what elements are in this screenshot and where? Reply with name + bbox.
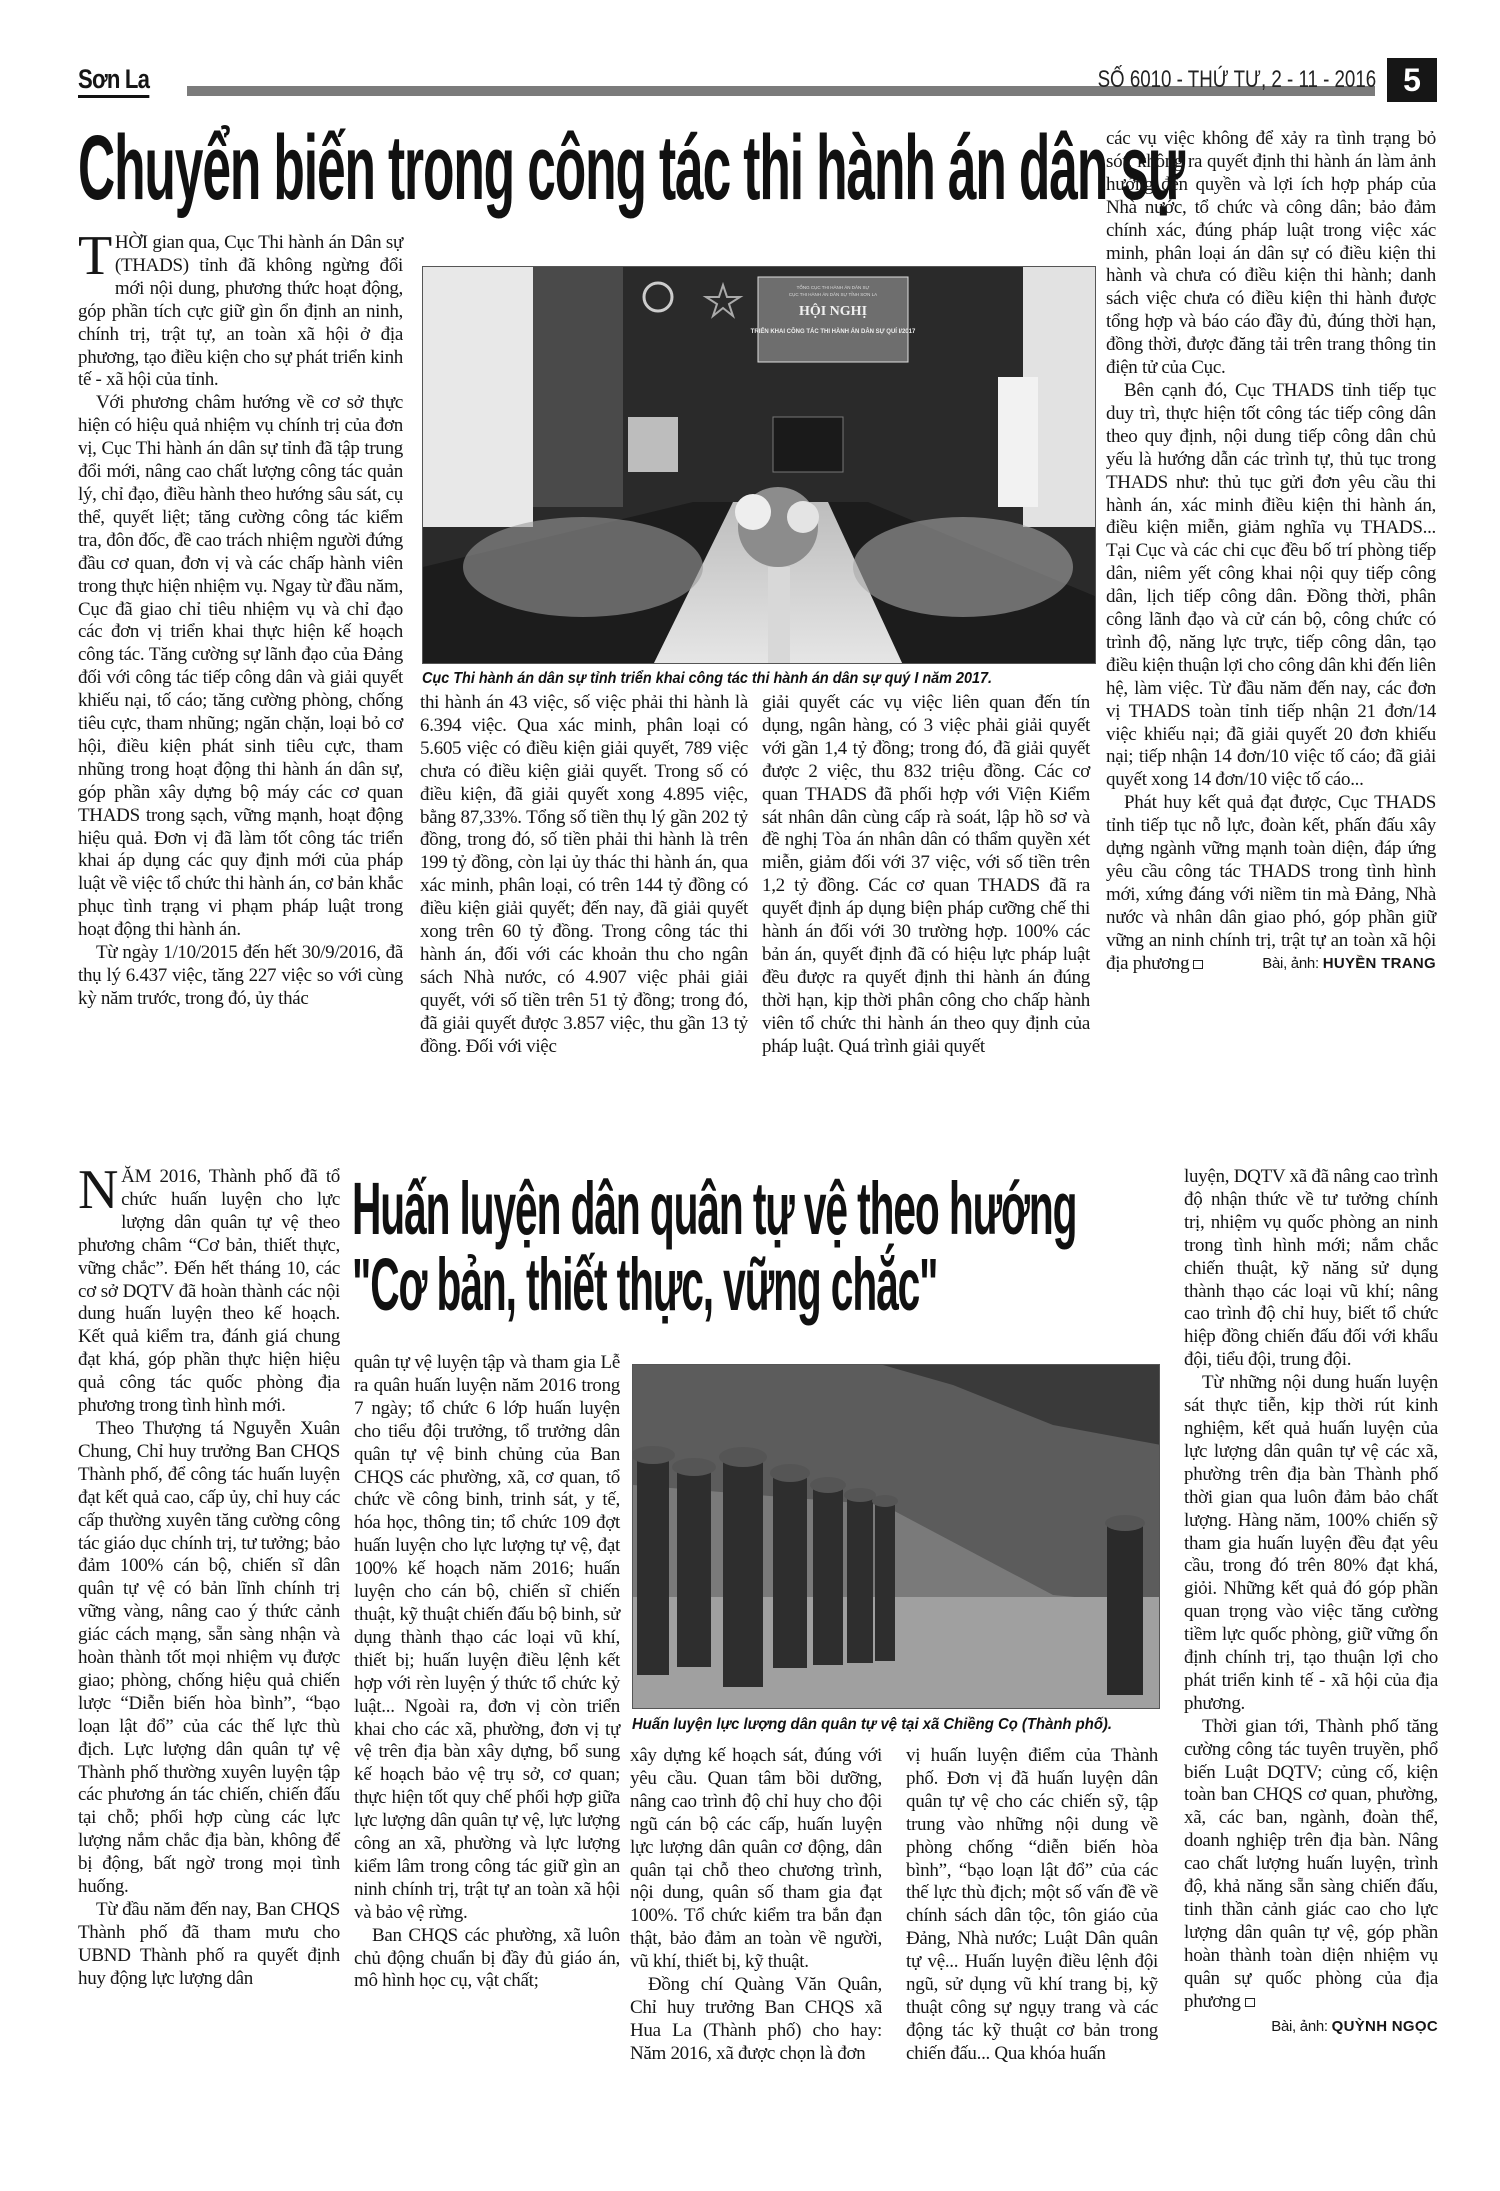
paragraph: giải quyết các vụ việc liên quan đến tín dụng, ngân hàng, có 3 việc phải giải quyết với gần 1,4 tỷ đồng; trong đó, đã giải quyết được 2 việc, thu 832 triệu đồng. Các cơ quan THADS đã phối hợp với Viện Kiểm sát nhân dân cùng cấp rà soát, lập hồ sơ và đề nghị Tòa án nhân dân có thẩm quyền xét miễn, giảm đối với 37 việc, với số tiền trên 1,2 tỷ đồng. Các cơ quan THADS đã ra quyết định áp dụng biện pháp cưỡng chế thi hành án đối với 30 trường hợp. 100% các bản án, quyết định đã có hiệu lực pháp luật đều được ra quyết định thi hành án đúng thời hạn, kịp thời phân công cho chấp hành viên tổ chức thi hành án theo quy định của pháp luật. Quá trình giải quyết	[762, 692, 1090, 1057]
article2-byline: Bài, ảnh: QUỲNH NGỌC	[1271, 2017, 1438, 2035]
paragraph: Với phương châm hướng về cơ sở thực hiện có hiệu quả nhiệm vụ chính trị của đơn vị, Cục Thi hành án dân sự tỉnh đã tập trung đổi mới, nâng cao chất lượng công tác quản lý, chỉ đạo, điều hành theo hướng sâu sát, cụ thể, quyết liệt; tăng cường công tác kiểm tra, đôn đốc, đề cao trách nhiệm người đứng đầu cơ quan, đơn vị và các chấp hành viên trong thực hiện nhiệm vụ. Ngay từ đầu năm, Cục đã giao chỉ tiêu nhiệm vụ và chỉ đạo các đơn vị triển khai thực hiện kế hoạch công tác. Tăng cường sự lãnh đạo của Đảng đối với công tác tiếp công dân và giải quyết khiếu nại, tố cáo; tăng cường phòng, chống tiêu cực, tham nhũng; ngăn chặn, loại bỏ cơ hội, điều kiện phát sinh tiêu cực, tham nhũng trong hoạt động thi hành án dân sự, góp phần xây dựng bộ máy các cơ quan THADS trong sạch, vững mạnh, hoạt động hiệu quả. Đơn vị đã làm tốt công tác triển khai áp dụng các quy định mới của pháp luật về việc tổ chức thi hành án, cơ bản khắc phục tình trạng vi phạm pháp luật trong hoạt động thi hành án.	[78, 392, 403, 941]
paragraph: Từ những nội dung huấn luyện sát thực tiễn, kịp thời rút kinh nghiệm, kết quả huấn luyện của lực lượng dân quân tự vệ các xã, phường trên địa bàn Thành phố thời gian qua luôn đảm bảo chất lượng. Hàng năm, 100% chiến sỹ tham gia huấn luyện đều đạt yêu cầu, trong đó trên 80% đạt khá, giỏi. Những kết quả đó góp phần quan trọng vào việc tăng cường tiềm lực quốc phòng, giữ vững ổn định chính trị, tạo thuận lợi cho phát triển kinh tế - xã hội của địa phương.	[1184, 1372, 1438, 1714]
article2-author: QUỲNH NGỌC	[1331, 2017, 1438, 2035]
article2-col3	[630, 1745, 882, 2066]
end-mark-icon	[1245, 1998, 1255, 2007]
section-name: Sơn La	[78, 64, 149, 98]
end-mark-icon	[1193, 960, 1203, 969]
article2-col2	[354, 1352, 620, 1993]
article2-col4	[906, 1745, 1158, 2066]
paragraph: Thời gian tới, Thành phố tăng cường công tác tuyên truyền, phổ biến Luật DQTV; củng cố, kiện toàn ban CHQS cơ quan, phường, xã, các ban, ngành, đoàn thể, doanh nghiệp trên địa bàn. Nâng cao chất lượng huấn luyện, trình độ, khả năng sẵn sàng chiến đấu, tinh thần cảnh giác cao cho lực lượng dân quân tự vệ, góp phần hoàn thành toàn diện nhiệm vụ quân sự quốc phòng của địa phương	[1184, 1715, 1438, 2012]
paragraph: các vụ việc không để xảy ra tình trạng bỏ sót; không ra quyết định thi hành án làm ảnh hưởng đến quyền và lợi ích hợp pháp của Nhà nước, tổ chức và công dân; bảo đảm chính xác, đúng pháp luật trong việc xác minh, phân loại án dân sự có điều kiện thi hành và chưa có điều kiện thi hành; danh sách việc chưa có điều kiện thi hành được tổng hợp và báo cáo đầy đủ, đúng thời hạn, đồng thời, được đăng tải trên trang thông tin điện tử của Cục.	[1106, 128, 1436, 379]
banner-line1: TỔNG CỤC THI HÀNH ÁN DÂN SỰ	[796, 285, 870, 290]
paragraph: vị huấn luyện điểm của Thành phố. Đơn vị đã huấn luyện dân quân tự vệ cho các chiến sỹ, tập trung vào những nội dung về phòng chống “diễn biến hòa bình”, “bạo loạn lật đổ” của các thế lực thù địch; một số vấn đề về chính sách dân tộc, tôn giáo của Đảng, Nhà nước; Luật Dân quân tự vệ... Huấn luyện điều lệnh đội ngũ, sử dụng vũ khí trang bị, kỹ thuật công sự ngụy trang và các động tác kỹ thuật cơ bản trong chiến đấu... Qua khóa huấn	[906, 1745, 1158, 2064]
dropcap: T	[78, 225, 112, 287]
article2-headline-line1: Huấn luyện dân quân tự vệ theo hướng	[352, 1167, 1077, 1250]
article1-lead-paragraph: THỜI gian qua, Cục Thi hành án Dân sự (THADS) tỉnh đã không ngừng đổi mới nội dung, phương thức hoạt động, góp phần tích cực giữ gìn ổn định an ninh, chính trị, trật tự, an toàn xã hội ở địa phương, tạo điều kiện cho sự phát triển kinh tế - xã hội của tỉnh.	[78, 225, 403, 391]
paragraph: Ban CHQS các phường, xã luôn chủ động chuẩn bị đầy đủ giáo án, mô hình học cụ, vật chất;	[354, 1924, 620, 1992]
article2-photo-training	[632, 1364, 1160, 1709]
banner-title: HỘI NGHỊ	[798, 304, 868, 319]
meeting-photo-illustration	[423, 267, 1096, 664]
paragraph: xây dựng kế hoạch sát, đúng với yêu cầu. Quan tâm bồi dưỡng, nâng cao trình độ chỉ huy cho đội ngũ cán bộ các cấp, huấn luyện lực lượng dân quân cơ động, dân quân tại chỗ theo chương trình, nội dung, quân số tham gia đạt 100%. Tổ chức kiểm tra bắn đạn thật, bảo đảm an toàn về người, vũ khí, thiết bị, kỹ thuật.	[630, 1745, 882, 1973]
article1-col1	[78, 225, 403, 1011]
paragraph: quân tự vệ luyện tập và tham gia Lễ ra quân huấn luyện năm 2016 trong 7 ngày; tổ chức 6 lớp huấn luyện cho tiểu đội trưởng, tổ trưởng dân quân tự vệ binh chủng của Ban CHQS các phường, xã, cơ quan, tổ chức về công binh, trinh sát, y tế, hóa học, thông tin; tổ chức 109 đợt huấn luyện cho lực lượng tự vệ, đạt 100% kế hoạch năm 2016; huấn luyện cho cán bộ, chiến sĩ chiến thuật, kỹ thuật chiến đấu bộ binh, sử dụng thành thạo các loại vũ khí, thiết bị; huấn luyện điều lệnh kết hợp với rèn luyện ý thức tổ chức kỷ luật... Ngoài ra, đơn vị còn triển khai cho các xã, phường, đơn vị tự vệ trên địa bàn xây dựng, bổ sung kế hoạch bảo vệ trụ sở, cơ quan; thực hiện tốt quy chế phối hợp giữa lực lượng dân quân tự vệ, lực lượng công an xã, phường và lực lượng kiểm lâm trong công tác giữ gìn an ninh chính trị, trật tự an toàn xã hội và bảo vệ rừng.	[354, 1352, 620, 1923]
article1-headline: Chuyển biến trong công tác thi hành án dân sự	[78, 117, 1185, 219]
article1-col3	[762, 692, 1090, 1059]
article1-photo-caption: Cục Thi hành án dân sự tỉnh triển khai công tác thi hành án dân sự quý I năm 2017.	[422, 670, 993, 687]
article2-lead-paragraph: NĂM 2016, Thành phố đã tổ chức huấn luyện cho lực lượng dân quân tự vệ theo phương châm “Cơ bản, thiết thực, vững chắc”. Đến hết tháng 10, các cơ sở DQTV đã hoàn thành các nội dung huấn luyện theo kế hoạch. Kết quả kiểm tra, đánh giá chung đạt khá, góp phần thực hiện hiệu quả công tác quốc phòng địa phương trong tình hình mới.	[78, 1159, 340, 1417]
page-number: 5	[1387, 58, 1437, 102]
paragraph: Từ đầu năm đến nay, Ban CHQS Thành phố đã tham mưu cho UBND Thành phố ra quyết định huy động lực lượng dân	[78, 1899, 340, 1989]
dropcap: N	[78, 1159, 119, 1221]
training-photo-illustration	[633, 1365, 1160, 1709]
paragraph: Theo Thượng tá Nguyễn Xuân Chung, Chỉ huy trưởng Ban CHQS Thành phố, để công tác huấn luyện đạt kết quả cao, cấp ủy, chỉ huy các cấp thường xuyên tăng cường công tác giáo dục chính trị, tư tưởng; bảo đảm 100% cán bộ, chiến sĩ dân quân tự vệ có bản lĩnh chính trị vững vàng, nâng cao ý thức cảnh giác cách mạng, sẵn sàng nhận và hoàn thành tốt mọi nhiệm vụ được giao; phòng, chống hiệu quả chiến lược “Diễn biến hòa bình”, “bạo loạn lật đổ” của các thế lực thù địch. Lực lượng dân quân tự vệ Thành phố thường xuyên luyện tập các phương án tác chiến, chiến đấu tại chỗ; phối hợp cùng các lực lượng nắm chắc địa bàn, không để bị động, bất ngờ trong mọi tình huống.	[78, 1417, 340, 1898]
banner-subtitle: TRIỂN KHAI CÔNG TÁC THI HÀNH ÁN DÂN SỰ QUÍ I/2017	[750, 329, 916, 335]
paragraph: Phát huy kết quả đạt được, Cục THADS tỉnh tiếp tục nỗ lực, đoàn kết, phấn đấu xây dựng ngành vững mạnh toàn diện, đáp ứng yêu cầu công tác THADS trong tình hình mới, xứng đáng với niềm tin mà Đảng, Nhà nước và nhân dân giao phó, góp phần giữ vững an ninh chính trị, trật tự an toàn xã hội địa phương Bài, ảnh: HUYỀN TRANG	[1106, 792, 1436, 974]
paragraph: luyện, DQTV xã đã nâng cao trình độ nhận thức về tư tưởng chính trị, nhiệm vụ quốc phòng an ninh trong tình hình mới; nắm chắc chiến thuật, kỹ năng sử dụng thành thạo các loại vũ khí; nâng cao trình độ chỉ huy, biết tổ chức hiệp đồng chiến đấu đối với khẩu đội, tiểu đội, trung đội.	[1184, 1166, 1438, 1371]
article1-photo-meeting	[422, 266, 1096, 664]
paragraph: thi hành án 43 việc, số việc phải thi hành là 6.394 việc. Qua xác minh, phân loại có 5.605 việc có điều kiện giải quyết, 789 việc chưa có điều kiện giải quyết. Trong số có điều kiện, đã giải quyết xong 4.895 việc, bằng 87,33%. Tổng số tiền thụ lý gần 202 tỷ đồng, trong đó, số tiền phải thi hành là trên 199 tỷ đồng, còn lại ủy thác thi hành án, qua xác minh, phân loại, có trên 144 tỷ đồng có điều kiện giải quyết; đến nay, đã giải quyết xong trên 60 tỷ đồng. Trong công tác thi hành án, đối với các khoản thu cho ngân sách Nhà nước, có 4.907 việc phải giải quyết, với số tiền trên 51 tỷ đồng; trong đó, đã giải quyết được 3.857 việc, thu gần 13 tỷ đồng. Đối với việc	[420, 692, 748, 1057]
article2-headline-line2: "Cơ bản, thiết thực, vững chắc"	[352, 1243, 938, 1326]
article1-byline: Bài, ảnh: HUYỀN TRANG	[1262, 954, 1436, 972]
instructor	[1107, 1525, 1143, 1695]
paragraph: Đồng chí Quàng Văn Quân, Chỉ huy trưởng Ban CHQS xã Hua La (Thành phố) cho hay: Năm 2016, xã được chọn là đơn	[630, 1974, 882, 2064]
article2-photo-caption: Huấn luyện lực lượng dân quân tự vệ tại xã Chiềng Cọ (Thành phố).	[632, 1716, 1113, 1733]
article2-col1	[78, 1159, 340, 1991]
article1-author: HUYỀN TRANG	[1322, 954, 1436, 972]
issue-date: SỐ 6010 - THỨ TƯ, 2 - 11 - 2016	[1097, 66, 1376, 93]
article1-col4	[1106, 128, 1436, 976]
paragraph: Bên cạnh đó, Cục THADS tỉnh tiếp tục duy trì, thực hiện tốt công tác tiếp công dân theo quy định, nội dung tiếp công dân chủ yếu là hướng dẫn các trình tự, thủ tục trong THADS như: thủ tục gửi đơn yêu cầu thi hành án, xác minh điều kiện thi hành án, điều kiện miễn, giảm nghĩa vụ THADS... Tại Cục và các chi cục đều bố trí phòng tiếp dân, niêm yết công khai nội quy tiếp công dân, lịch tiếp công dân. Đồng thời, phân công lãnh đạo và cử cán bộ, công chức có trình độ, năng lực trực, tiếp công dân, tạo điều kiện thuận lợi cho công dân khi đến liên hệ, làm việc. Từ đầu năm đến nay, các đơn vị THADS toàn tỉnh tiếp nhận 21 đơn/14 việc khiếu nại; đã giải quyết 20 đơn khiếu nại; tiếp nhận 14 đơn/10 việc tố cáo; đã giải quyết xong 14 đơn/10 việc tố cáo...	[1106, 379, 1436, 791]
banner-line2: CỤC THI HÀNH ÁN DÂN SỰ TỈNH SƠN LA	[788, 292, 878, 297]
paragraph: Từ ngày 1/10/2015 đến hết 30/9/2016, đã thụ lý 6.437 việc, tăng 227 việc so với cùng kỳ năm trước, trong đó, ủy thác	[78, 942, 403, 1009]
article2-col5	[1184, 1166, 1438, 2038]
article1-col2	[420, 692, 748, 1059]
